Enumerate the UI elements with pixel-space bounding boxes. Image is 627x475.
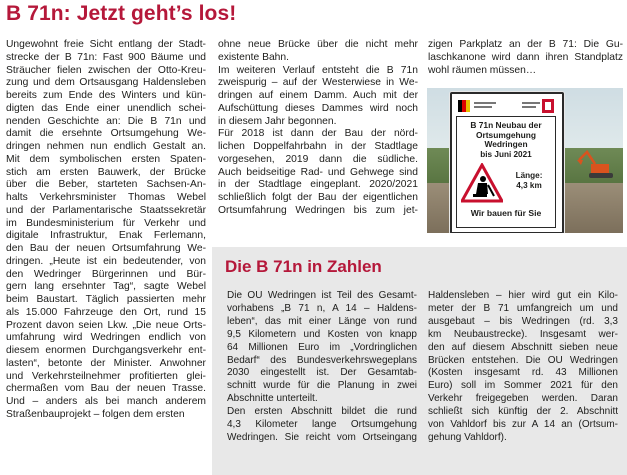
- text-line: und der Parlamentarische Staatssekretär: [6, 204, 206, 216]
- text-line: 64 Millionen Euro im „Vordringlichen: [227, 341, 417, 353]
- text-line: digten das Ende einer unendlich schei-: [6, 102, 206, 114]
- construction-sign-photo: [427, 88, 623, 233]
- text-line: meter der B 71 umfangreich um und: [428, 302, 618, 314]
- text-line: in der Stadtlage eingeplant. 2020/2021: [218, 179, 418, 191]
- text-line: vorhabens „B 71 n, A 14 – Haldens-: [227, 302, 417, 314]
- article-headline: B 71n: Jetzt geht’s los!: [6, 2, 237, 25]
- text-line: Die OU Wedringen ist Teil des Gesamt-: [227, 290, 417, 301]
- text-line: und Verkehrsteilnehmer profitierten glei-: [6, 370, 206, 382]
- text-line: Ungewohnt freie Sicht entlang der Stadt-: [6, 39, 206, 50]
- text-line: den Wedringer Bürgerinnen und Bür-: [6, 268, 206, 280]
- text-line: Straßenbauprojekt – folgen dem ersten: [6, 408, 185, 420]
- text-line: bereits zum Ende des Winters und kün-: [6, 90, 206, 101]
- text-line: 4,3 Kilometer lange Ortsumgehung: [227, 419, 417, 431]
- text-line: Abschnitte unterteilt.: [227, 393, 318, 405]
- text-line: gehung Vahldorf).: [428, 431, 507, 443]
- text-line: Sträucher fielen zwischen der Otto-Kreu-: [6, 64, 206, 76]
- text-line: dringen auf einem Damm. Auch mit der: [218, 90, 418, 101]
- text-line: zung und dem Ortsausgang Haldensleben: [6, 77, 206, 89]
- text-line: Haldensleben – hier wird gut ein Kilo-: [428, 290, 618, 301]
- text-line: stich am ersten Bauwerk, der Brücke: [6, 166, 206, 178]
- text-line: Mit dem symbolischen ersten Spaten-: [6, 153, 206, 165]
- text-line: im Bundesministerium für Verkehr und: [6, 217, 206, 229]
- text-line: über die Beber, starteten Sachsen-An-: [6, 179, 206, 191]
- text-line: den auf diesem Abschnitt sieben neue: [428, 341, 618, 353]
- text-line: lasten“, betonte der Minister. Anwohner: [6, 357, 206, 369]
- sign-title: B 71n Neubau der Ortsumgehung Wedringen: [470, 120, 542, 150]
- sign-date: bis Juni 2021: [480, 150, 532, 159]
- text-line: dringen nehmen nun endlich Gestalt an.: [6, 141, 206, 152]
- text-line: in diesem Jahr begonnen.: [218, 115, 337, 127]
- article-column-3: [428, 39, 623, 77]
- text-line: von Vahldorf bis zur A 14 an (Ortsum-: [428, 419, 618, 431]
- text-line: 2030 eingestellt ist. Der Gesamtab-: [227, 367, 417, 379]
- text-line: ohne neue Brücke über die nicht mehr: [218, 39, 418, 50]
- text-line: Den ersten Abschnitt bildet die rund: [227, 406, 417, 418]
- text-line: wohl räumen müssen…: [428, 64, 537, 76]
- sign-panel: [456, 116, 556, 228]
- text-line: als 15.000 Fahrzeuge den Ort, rund 15: [6, 306, 206, 318]
- text-line: schnitt wurde für die Planung in zwei: [227, 380, 417, 392]
- text-line: Für 2018 ist dann der Bau der nörd-: [218, 128, 418, 140]
- text-line: den Bau der neuen Ortsumfahrung We-: [6, 243, 206, 254]
- text-line: Und – anders als bei manch anderem: [6, 396, 206, 407]
- text-line: diesem enormen Durchgangsverkehr ent-: [6, 345, 206, 356]
- text-line: dringen. „Heute ist ein bedeutender, von: [6, 255, 206, 267]
- text-line: strecke der B 71n: Fast 900 Bäume und: [6, 51, 206, 63]
- sign-length: Länge: 4,3 km: [515, 171, 543, 190]
- text-line: Verkehr freigegeben werden. Daran: [428, 393, 618, 405]
- text-line: Bedarf“ des Bundesverkehrswegeplans: [227, 354, 417, 366]
- text-line: digitale Infrastruktur, Enak Ferlemann,: [6, 230, 206, 242]
- text-line: chermaßen vom Bau der neuen Trasse.: [6, 383, 206, 395]
- text-line: zweispurig – auf der Westerwiese in We-: [218, 77, 418, 89]
- infobox-column-2: [428, 290, 618, 445]
- text-line: nenden Geschichte an: Die B 71n und: [6, 115, 206, 127]
- text-line: km Neubaustrecke). Insgesamt wer-: [428, 328, 618, 340]
- text-line: halts Verkehrsminister Thomas Webel: [6, 192, 206, 203]
- text-line: Aufschüttung dieses Dammes wird noch: [218, 102, 418, 114]
- road-worker-icon: [461, 163, 503, 203]
- infobox-column-1: [227, 290, 417, 445]
- text-line: Auch beidseitige Rad- und Gehwege sind: [218, 166, 418, 178]
- text-line: ausgebaut – bis Wedringen (rd. 3,3: [428, 315, 618, 327]
- article-column-2: [218, 39, 418, 218]
- text-line: Wedringen. Sie reicht vom Ortseingang: [227, 431, 417, 443]
- text-line: laschkanone wird dann ihren Standplatz: [428, 51, 623, 63]
- text-line: Prozent davon seien Lkw. „Die neue Orts-: [6, 319, 206, 331]
- text-line: Ortsumfahrung Wedringen bis zum jet-: [218, 204, 418, 216]
- text-line: beim Baustart. Täglich passierten mehr: [6, 294, 206, 305]
- article-column-1: [6, 39, 206, 422]
- text-line: Euro) soll im Sommer 2021 für den: [428, 380, 618, 392]
- text-line: Brücken entstehen. Die OU Wedringen: [428, 354, 618, 366]
- text-line: leben“, das mit einer Länge von rund: [227, 315, 417, 327]
- text-line: schließlich folgt der Bau der eigentlichen: [218, 192, 418, 203]
- infobox-title: Die B 71n in Zahlen: [225, 257, 382, 276]
- construction-sign: [450, 92, 564, 233]
- text-line: 9,5 Kilometern und Kosten von knapp: [227, 328, 417, 340]
- excavator-icon: [577, 146, 617, 180]
- text-line: vorgesehen, 2019 dann die südliche.: [218, 153, 418, 165]
- text-line: lichen Doppelfahrbahn in der Stadtlage: [218, 141, 418, 152]
- text-line: existente Bahn.: [218, 51, 289, 63]
- text-line: damit die ersehnte Ortsumgehung We-: [6, 128, 206, 140]
- text-line: gern lang ersehnter Tag“, sagte Webel: [6, 281, 206, 293]
- text-line: Im weiteren Verlauf entsteht die B 71n: [218, 64, 418, 76]
- text-line: umfahrung wird Wedringen endlich von: [6, 332, 206, 344]
- text-line: schließt sich künftig der 2. Abschnitt: [428, 406, 618, 418]
- sign-slogan: Wir bauen für Sie: [470, 208, 542, 218]
- text-line: zigen Parkplatz an der B 71: Die Gu-: [428, 39, 623, 50]
- sign-logos-icon: [456, 97, 556, 115]
- text-line: (Kosten insgesamt rd. 43 Millionen: [428, 367, 618, 379]
